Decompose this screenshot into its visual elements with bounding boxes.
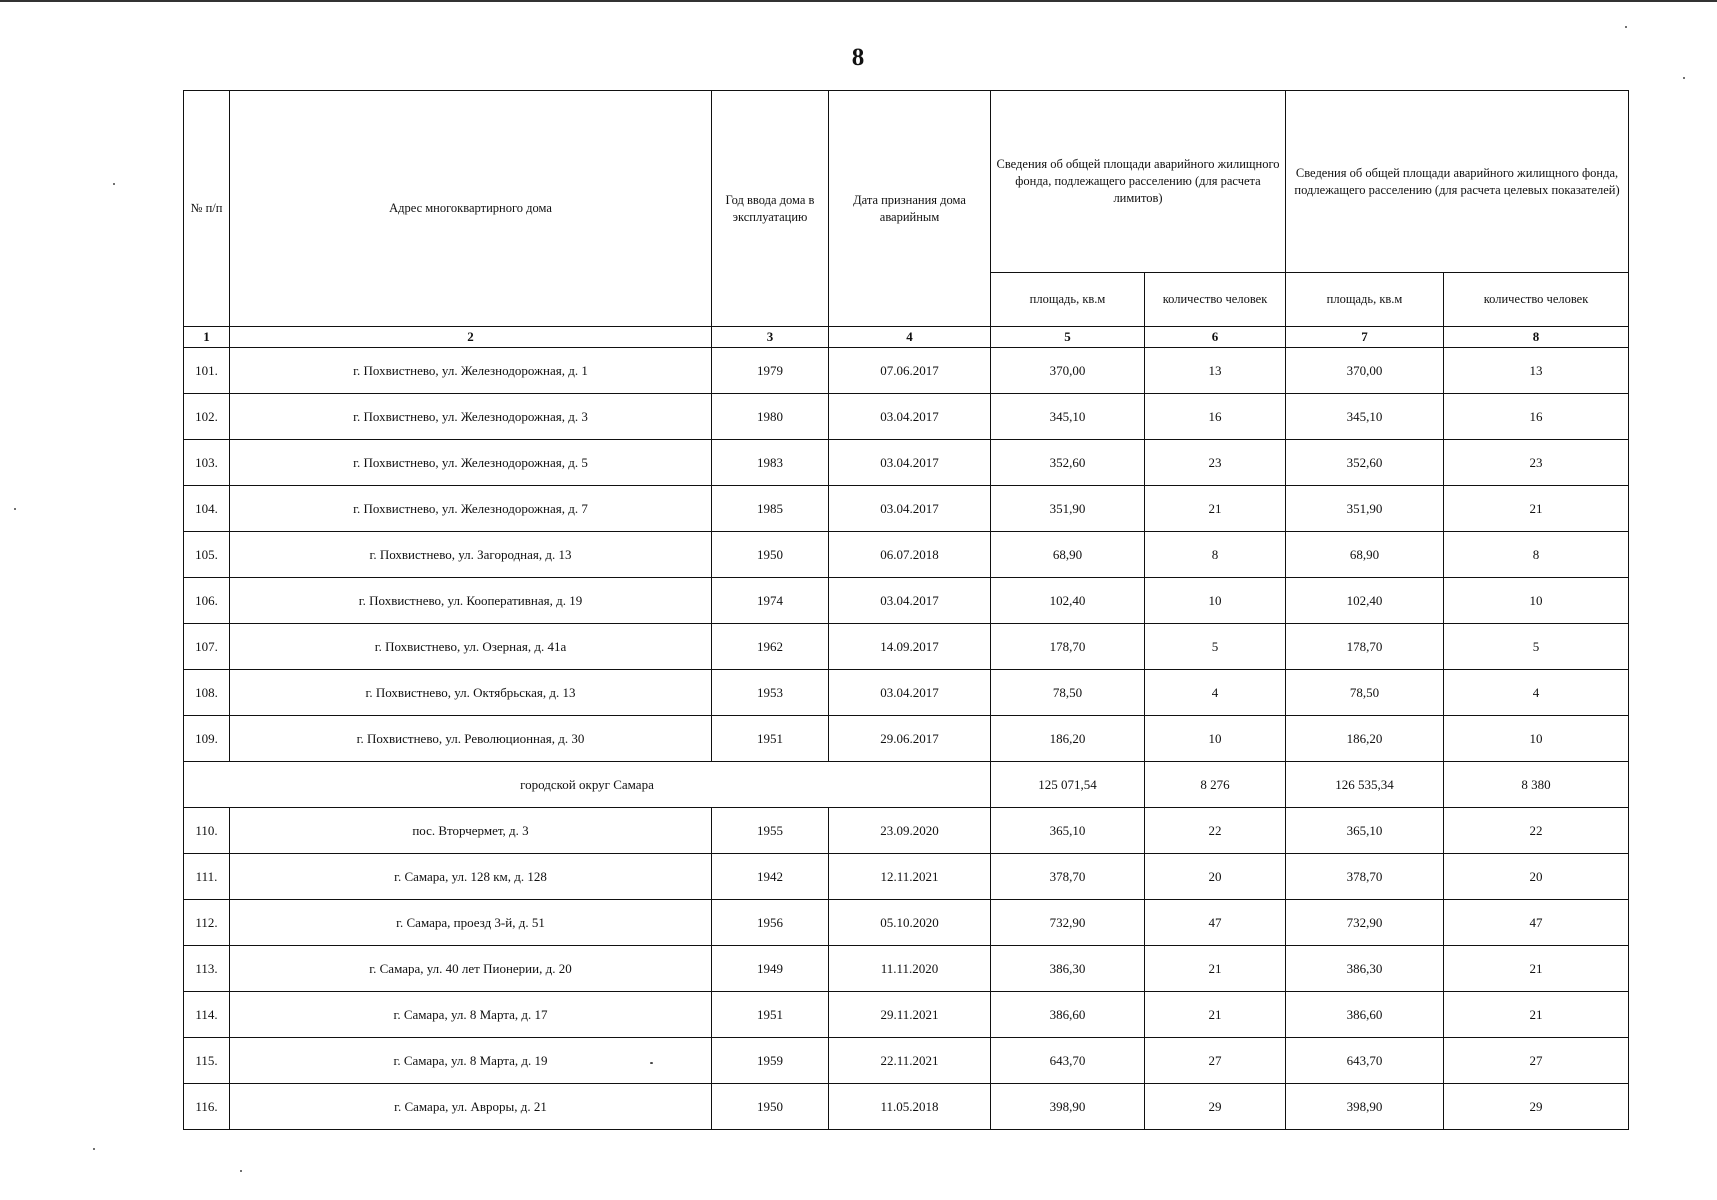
row-area-limits: 345,10 bbox=[991, 394, 1145, 440]
row-people-targets: 10 bbox=[1444, 716, 1629, 762]
group-area-limits: 125 071,54 bbox=[991, 762, 1145, 808]
row-date: 12.11.2021 bbox=[829, 854, 991, 900]
table-row bbox=[184, 440, 1629, 486]
row-area-limits: 386,30 bbox=[991, 946, 1145, 992]
column-number: 2 bbox=[230, 327, 712, 348]
row-area-limits: 643,70 bbox=[991, 1038, 1145, 1084]
row-index: 111. bbox=[184, 854, 230, 900]
table-row bbox=[184, 670, 1629, 716]
row-area-limits: 68,90 bbox=[991, 532, 1145, 578]
row-people-targets: 22 bbox=[1444, 808, 1629, 854]
row-people-targets: 4 bbox=[1444, 670, 1629, 716]
header-people-targets: количество человек bbox=[1444, 273, 1629, 327]
table-row bbox=[184, 992, 1629, 1038]
row-date: 03.04.2017 bbox=[829, 670, 991, 716]
row-address: г. Похвистнево, ул. Железнодорожная, д. 3 bbox=[230, 394, 712, 440]
row-index: 102. bbox=[184, 394, 230, 440]
row-area-limits: 732,90 bbox=[991, 900, 1145, 946]
column-number: 8 bbox=[1444, 327, 1629, 348]
header-group-targets: Сведения об общей площади аварийного жилищного фонда, подлежащего расселению (для расчета целевых показателей) bbox=[1286, 91, 1629, 273]
table-row bbox=[184, 532, 1629, 578]
header-year: Год ввода дома в эксплуатацию bbox=[712, 91, 829, 327]
row-address: г. Похвистнево, ул. Железнодорожная, д. 5 bbox=[230, 440, 712, 486]
row-address: г. Похвистнево, ул. Загородная, д. 13 bbox=[230, 532, 712, 578]
column-number: 1 bbox=[184, 327, 230, 348]
row-index: 101. bbox=[184, 348, 230, 394]
table-row bbox=[184, 624, 1629, 670]
row-area-limits: 178,70 bbox=[991, 624, 1145, 670]
row-people-targets: 21 bbox=[1444, 486, 1629, 532]
row-index: 107. bbox=[184, 624, 230, 670]
table-row bbox=[184, 578, 1629, 624]
row-area-targets: 386,30 bbox=[1286, 946, 1444, 992]
row-area-targets: 643,70 bbox=[1286, 1038, 1444, 1084]
row-date: 03.04.2017 bbox=[829, 440, 991, 486]
scan-speck bbox=[240, 1170, 242, 1172]
row-address: г. Похвистнево, ул. Озерная, д. 41а bbox=[230, 624, 712, 670]
group-area-targets: 126 535,34 bbox=[1286, 762, 1444, 808]
row-area-targets: 370,00 bbox=[1286, 348, 1444, 394]
row-index: 109. bbox=[184, 716, 230, 762]
row-year: 1959 bbox=[712, 1038, 829, 1084]
scan-speck bbox=[14, 508, 16, 510]
row-index: 114. bbox=[184, 992, 230, 1038]
row-address: г. Самара, ул. 128 км, д. 128 bbox=[230, 854, 712, 900]
row-year: 1951 bbox=[712, 992, 829, 1038]
row-index: 105. bbox=[184, 532, 230, 578]
table-row bbox=[184, 808, 1629, 854]
row-index: 116. bbox=[184, 1084, 230, 1130]
row-people-targets: 23 bbox=[1444, 440, 1629, 486]
row-people-limits: 13 bbox=[1145, 348, 1286, 394]
row-year: 1962 bbox=[712, 624, 829, 670]
row-people-targets: 13 bbox=[1444, 348, 1629, 394]
row-area-limits: 398,90 bbox=[991, 1084, 1145, 1130]
row-people-targets: 10 bbox=[1444, 578, 1629, 624]
row-index: 103. bbox=[184, 440, 230, 486]
group-name: городской округ Самара bbox=[184, 762, 991, 808]
row-people-targets: 27 bbox=[1444, 1038, 1629, 1084]
row-people-targets: 21 bbox=[1444, 946, 1629, 992]
row-index: 106. bbox=[184, 578, 230, 624]
row-address: г. Похвистнево, ул. Железнодорожная, д. 1 bbox=[230, 348, 712, 394]
row-people-limits: 29 bbox=[1145, 1084, 1286, 1130]
header-num: № п/п bbox=[184, 91, 230, 327]
row-year: 1983 bbox=[712, 440, 829, 486]
row-date: 22.11.2021 bbox=[829, 1038, 991, 1084]
row-people-targets: 47 bbox=[1444, 900, 1629, 946]
header-group-limits: Сведения об общей площади аварийного жилищного фонда, подлежащего расселению (для расчета лимитов) bbox=[991, 91, 1286, 273]
row-index: 104. bbox=[184, 486, 230, 532]
row-date: 06.07.2018 bbox=[829, 532, 991, 578]
row-year: 1950 bbox=[712, 1084, 829, 1130]
page-number: 8 bbox=[851, 44, 866, 71]
row-people-limits: 47 bbox=[1145, 900, 1286, 946]
row-area-targets: 732,90 bbox=[1286, 900, 1444, 946]
row-date: 03.04.2017 bbox=[829, 394, 991, 440]
row-address: г. Самара, проезд 3-й, д. 51 bbox=[230, 900, 712, 946]
row-people-limits: 27 bbox=[1145, 1038, 1286, 1084]
table-row bbox=[184, 486, 1629, 532]
row-year: 1951 bbox=[712, 716, 829, 762]
scan-speck bbox=[650, 1062, 653, 1064]
table-row bbox=[184, 394, 1629, 440]
column-number: 4 bbox=[829, 327, 991, 348]
header-area-targets: площадь, кв.м bbox=[1286, 273, 1444, 327]
row-people-limits: 20 bbox=[1145, 854, 1286, 900]
row-date: 29.06.2017 bbox=[829, 716, 991, 762]
emergency-housing-table bbox=[183, 90, 1629, 1130]
scan-speck bbox=[113, 183, 115, 185]
row-people-targets: 20 bbox=[1444, 854, 1629, 900]
row-people-targets: 5 bbox=[1444, 624, 1629, 670]
row-area-limits: 351,90 bbox=[991, 486, 1145, 532]
row-area-targets: 386,60 bbox=[1286, 992, 1444, 1038]
row-people-limits: 21 bbox=[1145, 946, 1286, 992]
table-row bbox=[184, 348, 1629, 394]
row-people-limits: 10 bbox=[1145, 578, 1286, 624]
row-area-targets: 68,90 bbox=[1286, 532, 1444, 578]
column-number: 3 bbox=[712, 327, 829, 348]
row-address: г. Похвистнево, ул. Революционная, д. 30 bbox=[230, 716, 712, 762]
row-address: г. Самара, ул. 8 Марта, д. 19 bbox=[230, 1038, 712, 1084]
row-area-targets: 352,60 bbox=[1286, 440, 1444, 486]
row-date: 07.06.2017 bbox=[829, 348, 991, 394]
row-date: 03.04.2017 bbox=[829, 486, 991, 532]
row-date: 11.11.2020 bbox=[829, 946, 991, 992]
column-number: 7 bbox=[1286, 327, 1444, 348]
row-people-targets: 16 bbox=[1444, 394, 1629, 440]
row-area-targets: 78,50 bbox=[1286, 670, 1444, 716]
row-date: 29.11.2021 bbox=[829, 992, 991, 1038]
group-people-limits: 8 276 bbox=[1145, 762, 1286, 808]
row-people-limits: 21 bbox=[1145, 992, 1286, 1038]
row-address: г. Самара, ул. 8 Марта, д. 17 bbox=[230, 992, 712, 1038]
row-address: г. Похвистнево, ул. Октябрьская, д. 13 bbox=[230, 670, 712, 716]
row-index: 115. bbox=[184, 1038, 230, 1084]
row-year: 1974 bbox=[712, 578, 829, 624]
row-people-limits: 5 bbox=[1145, 624, 1286, 670]
table-row bbox=[184, 854, 1629, 900]
row-area-limits: 378,70 bbox=[991, 854, 1145, 900]
group-subtotal-row bbox=[184, 762, 1629, 808]
row-date: 05.10.2020 bbox=[829, 900, 991, 946]
row-year: 1985 bbox=[712, 486, 829, 532]
row-address: г. Самара, ул. Авроры, д. 21 bbox=[230, 1084, 712, 1130]
header-area-limits: площадь, кв.м bbox=[991, 273, 1145, 327]
row-area-targets: 365,10 bbox=[1286, 808, 1444, 854]
row-area-limits: 370,00 bbox=[991, 348, 1145, 394]
row-people-limits: 4 bbox=[1145, 670, 1286, 716]
column-number: 5 bbox=[991, 327, 1145, 348]
row-address: г. Самара, ул. 40 лет Пионерии, д. 20 bbox=[230, 946, 712, 992]
row-area-targets: 178,70 bbox=[1286, 624, 1444, 670]
table-row bbox=[184, 1038, 1629, 1084]
row-area-limits: 186,20 bbox=[991, 716, 1145, 762]
row-year: 1979 bbox=[712, 348, 829, 394]
table-row bbox=[184, 900, 1629, 946]
row-area-limits: 365,10 bbox=[991, 808, 1145, 854]
row-people-limits: 23 bbox=[1145, 440, 1286, 486]
header-address: Адрес многоквартирного дома bbox=[230, 91, 712, 327]
row-address: пос. Вторчермет, д. 3 bbox=[230, 808, 712, 854]
row-people-targets: 21 bbox=[1444, 992, 1629, 1038]
row-people-limits: 8 bbox=[1145, 532, 1286, 578]
group-people-targets: 8 380 bbox=[1444, 762, 1629, 808]
row-year: 1942 bbox=[712, 854, 829, 900]
row-area-targets: 345,10 bbox=[1286, 394, 1444, 440]
row-people-limits: 22 bbox=[1145, 808, 1286, 854]
row-year: 1956 bbox=[712, 900, 829, 946]
row-people-limits: 21 bbox=[1145, 486, 1286, 532]
row-area-targets: 398,90 bbox=[1286, 1084, 1444, 1130]
row-people-limits: 16 bbox=[1145, 394, 1286, 440]
row-date: 03.04.2017 bbox=[829, 578, 991, 624]
row-year: 1980 bbox=[712, 394, 829, 440]
column-number: 6 bbox=[1145, 327, 1286, 348]
header-people-limits: количество человек bbox=[1145, 273, 1286, 327]
row-people-targets: 8 bbox=[1444, 532, 1629, 578]
row-year: 1950 bbox=[712, 532, 829, 578]
row-index: 110. bbox=[184, 808, 230, 854]
row-index: 113. bbox=[184, 946, 230, 992]
row-area-targets: 378,70 bbox=[1286, 854, 1444, 900]
row-year: 1949 bbox=[712, 946, 829, 992]
row-address: г. Похвистнево, ул. Кооперативная, д. 19 bbox=[230, 578, 712, 624]
header-date: Дата признания дома аварийным bbox=[829, 91, 991, 327]
row-area-targets: 351,90 bbox=[1286, 486, 1444, 532]
row-area-limits: 352,60 bbox=[991, 440, 1145, 486]
row-address: г. Похвистнево, ул. Железнодорожная, д. 7 bbox=[230, 486, 712, 532]
row-index: 112. bbox=[184, 900, 230, 946]
scan-speck bbox=[93, 1148, 95, 1150]
row-area-targets: 186,20 bbox=[1286, 716, 1444, 762]
row-year: 1953 bbox=[712, 670, 829, 716]
table-row bbox=[184, 946, 1629, 992]
row-date: 14.09.2017 bbox=[829, 624, 991, 670]
row-area-limits: 78,50 bbox=[991, 670, 1145, 716]
row-date: 11.05.2018 bbox=[829, 1084, 991, 1130]
row-area-limits: 102,40 bbox=[991, 578, 1145, 624]
scan-speck bbox=[1625, 26, 1627, 28]
row-area-limits: 386,60 bbox=[991, 992, 1145, 1038]
scan-speck bbox=[1683, 77, 1685, 79]
row-people-limits: 10 bbox=[1145, 716, 1286, 762]
top-border-line bbox=[0, 0, 1717, 2]
row-index: 108. bbox=[184, 670, 230, 716]
table-row bbox=[184, 1084, 1629, 1130]
row-year: 1955 bbox=[712, 808, 829, 854]
row-people-targets: 29 bbox=[1444, 1084, 1629, 1130]
row-area-targets: 102,40 bbox=[1286, 578, 1444, 624]
table-row bbox=[184, 716, 1629, 762]
row-date: 23.09.2020 bbox=[829, 808, 991, 854]
column-number-row bbox=[184, 327, 1629, 348]
